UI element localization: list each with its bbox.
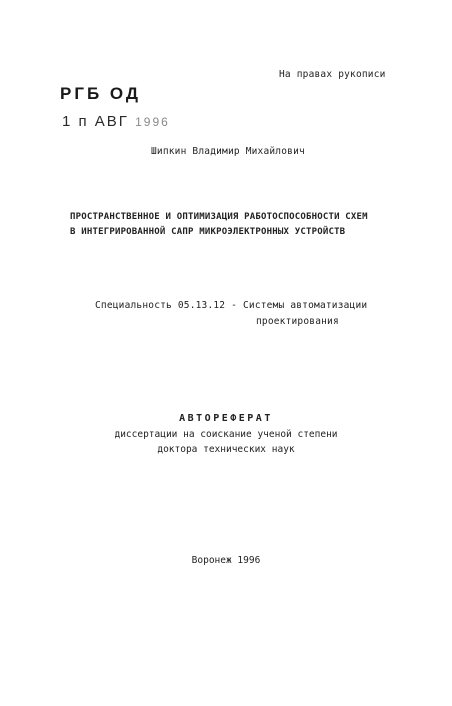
library-stamp-date: 1 п АВГ	[62, 113, 129, 130]
library-stamp-line1: РГБ ОД	[60, 84, 142, 103]
library-stamp-line2	[62, 113, 170, 130]
abstract-heading: АВТОРЕФЕРАТ	[179, 413, 273, 424]
library-stamp-year: 1996	[135, 115, 170, 129]
place-and-year: Воронеж 1996	[191, 555, 261, 566]
author-name: Шипкин Владимир Михайлович	[151, 146, 305, 157]
abstract-line-2: доктора технических наук	[157, 444, 295, 455]
abstract-line-1: диссертации на соискание ученой степени	[114, 429, 338, 440]
rights-note: На правах рукописи	[279, 69, 386, 80]
specialty-line-1: Специальность 05.13.12 - Системы автоматизации	[95, 300, 368, 311]
title-line-2: В ИНТЕГРИРОВАННОЙ САПР МИКРОЭЛЕКТРОННЫХ УСТРОЙСТВ	[70, 227, 346, 237]
title-line-1: ПРОСТРАНСТВЕННОЕ И ОПТИМИЗАЦИЯ РАБОТОСПОСОБНОСТИ СХЕМ	[70, 212, 368, 222]
specialty-line-2: проектирования	[256, 316, 339, 327]
